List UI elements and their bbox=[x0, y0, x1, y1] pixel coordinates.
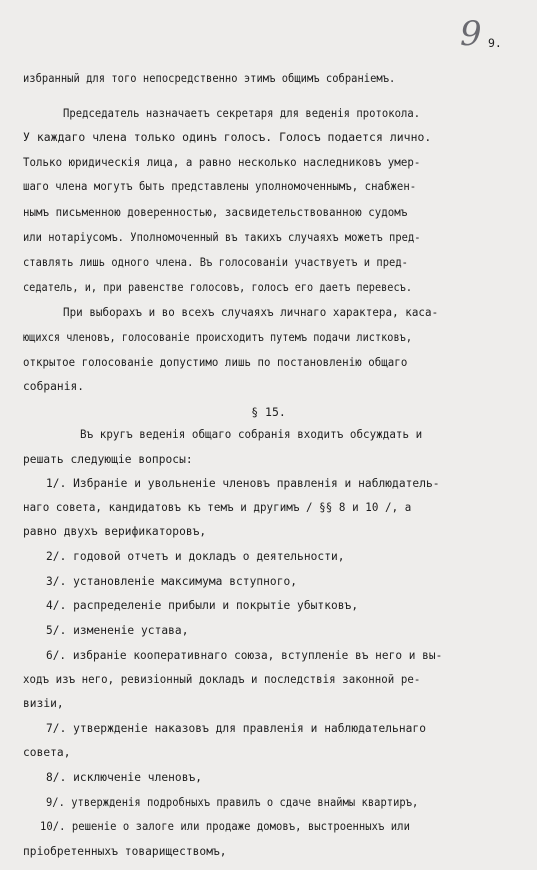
list-item: 6/. избраніе кооперативнаго союза, вступленіе въ него и вы- bbox=[46, 649, 443, 662]
text-line: При выборахъ и во всехъ случаяхъ личнаго характера, каса- bbox=[63, 306, 439, 319]
list-item: 3/. установленіе максимума вступного, bbox=[46, 575, 298, 588]
section-heading: § 15. bbox=[251, 405, 286, 419]
list-item: 9/. утвержденія подробныхъ правилъ о сдаче внаймы квартиръ, bbox=[46, 796, 419, 809]
text-line: равно двухъ верификаторовъ, bbox=[23, 525, 207, 538]
text-line: нымъ письменною доверенностью, засвидетельствованною судомъ bbox=[23, 206, 408, 219]
list-item: 5/. измененіе устава, bbox=[46, 624, 189, 637]
text-line: решать следующіе вопросы: bbox=[23, 453, 193, 466]
list-item: 10/. решеніе о залоге или продаже домовъ, выстроенныхъ или bbox=[40, 820, 410, 833]
text-line: открытое голосованіе допустимо лишь по постановленію общаго bbox=[23, 356, 408, 369]
text-line: совета, bbox=[23, 746, 71, 759]
text-line: Председатель назначаетъ секретаря для веденія протокола. bbox=[63, 107, 421, 120]
text-line: визіи, bbox=[23, 697, 64, 710]
text-line: У каждаго члена только одинъ голосъ. Голосъ подается лично. bbox=[23, 131, 432, 144]
text-line: пріобретенныхъ товариществомъ, bbox=[23, 845, 227, 858]
text-line: наго совета, кандидатовъ къ темъ и другимъ / §§ 8 и 10 /, а bbox=[23, 501, 412, 514]
list-item: 4/. распределеніе прибыли и покрытіе убытковъ, bbox=[46, 599, 359, 612]
text-line: шаго члена могутъ быть представлены уполномоченнымъ, снабжен- bbox=[23, 180, 417, 193]
text-line: ющихся членовъ, голосованіе происходитъ путемъ подачи листковъ, bbox=[23, 331, 413, 344]
list-item: 7/. утвержденіе наказовъ для правленія и наблюдательнаго bbox=[46, 722, 426, 735]
handwritten-page-number: 9 bbox=[460, 14, 482, 54]
text-line: ставлять лишь одного члена. Въ голосованіи участвуетъ и пред- bbox=[23, 256, 408, 269]
list-item: 1/. Избраніе и увольненіе членовъ правленія и наблюдатель- bbox=[46, 477, 440, 490]
text-line: Только юридическія лица, а равно несколько наследниковъ умер- bbox=[23, 156, 421, 169]
text-line: седатель, и, при равенстве голосовъ, голосъ его даетъ перевесъ. bbox=[23, 281, 413, 294]
list-item: 2/. годовой отчетъ и докладъ о деятельности, bbox=[46, 550, 345, 563]
typed-page-number: 9. bbox=[488, 36, 502, 50]
list-item: 8/. исключеніе членовъ, bbox=[46, 771, 203, 784]
text-line: ходъ изъ него, ревизіонный докладъ и последствія законной ре- bbox=[23, 673, 421, 686]
text-line: избранный для того непосредственно этимъ общимъ собраніемъ. bbox=[23, 72, 396, 85]
text-line: или нотаріусомъ. Уполномоченный въ такихъ случаяхъ можетъ пред- bbox=[23, 231, 421, 244]
text-line: Въ кругъ веденія общаго собранія входитъ обсуждать и bbox=[80, 428, 423, 441]
text-line: собранія. bbox=[23, 380, 85, 393]
